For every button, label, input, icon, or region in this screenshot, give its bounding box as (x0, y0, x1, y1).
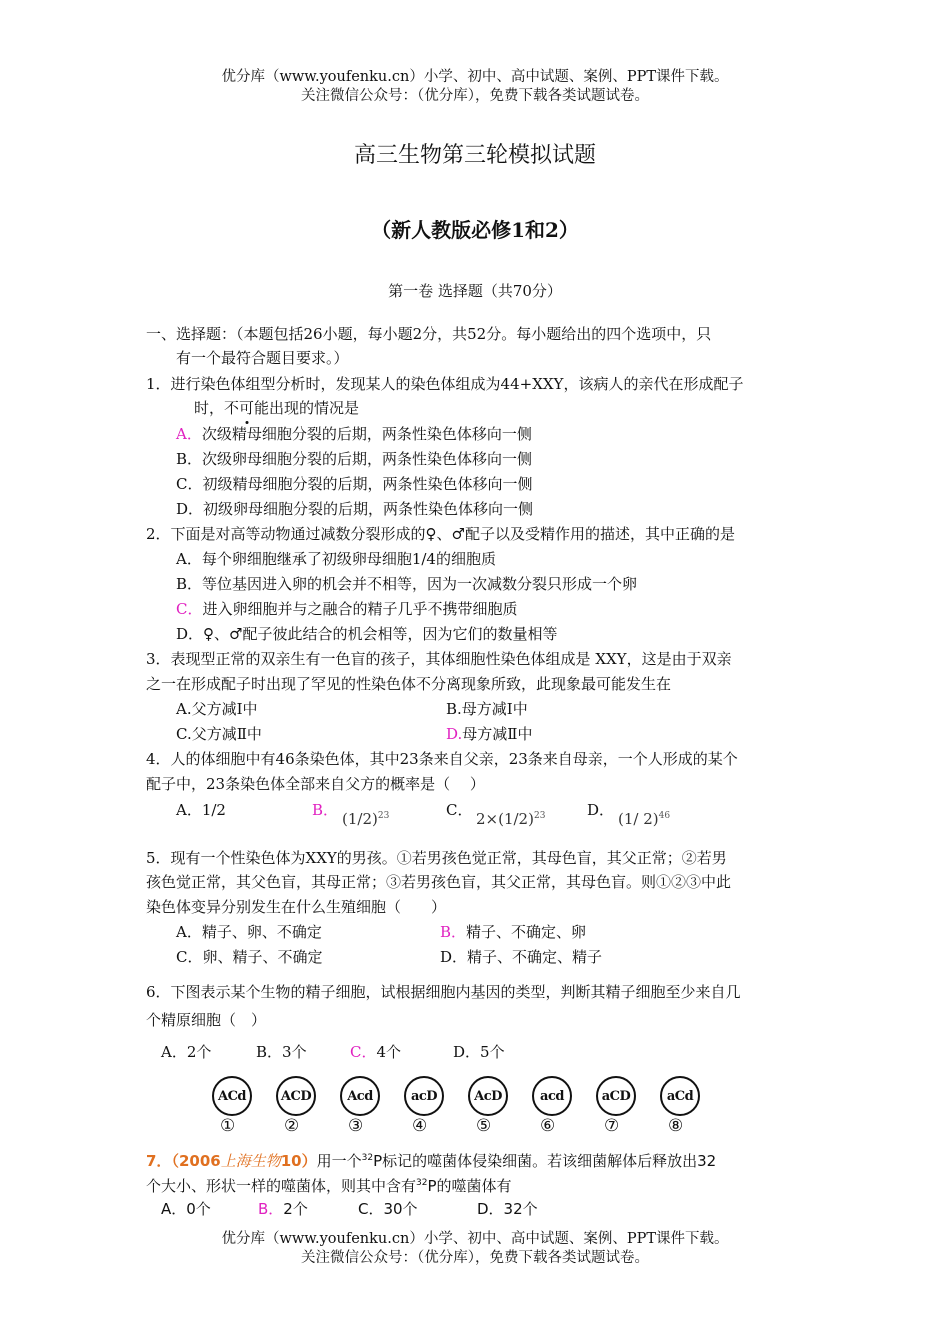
q3-stem-2: 之一在形成配子时出现了罕见的性染色体不分离现象所致，此现象最可能发生在 (146, 675, 672, 693)
q7-source-name: 上海生物 (220, 1152, 281, 1170)
q3-option-b: B.母方减Ⅰ中 (446, 700, 528, 718)
footer-line-2: 关注微信公众号：（优分库），免费下载各类试题试卷。 (301, 1250, 649, 1266)
q7-source-open: （ (171, 1152, 179, 1170)
q4-option-a: A．1/2 (176, 801, 226, 819)
footer-line-1: 优分库（www.youfenku.cn）小学、初中、高中试题、案例、PPT课件下载。 (221, 1231, 729, 1247)
q4-option-d-label: D． (587, 801, 615, 819)
q4-option-c-label: C． (446, 801, 473, 819)
q1-option-c: C．初级精母细胞分裂的后期，两条性染色体移向一侧 (176, 475, 533, 493)
sperm-cell-circle (468, 1076, 508, 1116)
q5-option-b-text: 精子、不确定、卵 (466, 923, 587, 941)
q3-option-c: C.父方减Ⅱ中 (176, 725, 262, 743)
sperm-cell-number: ① (220, 1116, 236, 1136)
q1-option-d: D．初级卵母细胞分裂的后期，两条性染色体移向一侧 (176, 500, 534, 518)
sperm-cell-2 (274, 1072, 318, 1140)
q4-option-b-expr: (1/2) (342, 810, 378, 828)
q4-option-b-exp: 23 (377, 811, 390, 821)
q4-option-b-label: B． (312, 801, 339, 819)
q1-stem-2 (194, 398, 359, 418)
section-instructions-2: 有一个最符合题目要求。） (176, 349, 349, 367)
q1-option-a-label: A． (176, 425, 202, 443)
q5-option-c: C．卵、精子、不确定 (176, 948, 323, 966)
q4-option-d-exp: 46 (658, 811, 671, 821)
q7-stem-1-b: P标记的噬菌体侵染细菌。若该细菌解体后释放出32 (373, 1152, 717, 1170)
sperm-cell-7 (594, 1072, 638, 1140)
q4-option-b-formula (342, 810, 389, 828)
sperm-cell-number: ⑦ (604, 1116, 620, 1136)
q5-stem-3: 染色体变异分别发生在什么生殖细胞（ ） (146, 898, 447, 916)
sperm-cell-circle (532, 1076, 572, 1116)
q6-option-c-label: C． (350, 1043, 377, 1061)
q6-option-c (350, 1042, 401, 1062)
q7-stem-1-a: 用一个 (316, 1152, 362, 1170)
q1-stem-1: 1．进行染色体组型分析时，发现某人的染色体组成为44+XXY，该病人的亲代在形成配子 (146, 375, 744, 393)
q1-option-b: B．次级卵母细胞分裂的后期，两条性染色体移向一侧 (176, 450, 533, 468)
q5-option-a: A．精子、卵、不确定 (176, 923, 322, 941)
q3-option-d-label: D. (446, 725, 463, 743)
sperm-cell-number: ③ (348, 1116, 364, 1136)
sperm-cell-genes: ACD (280, 1088, 312, 1104)
q7-option-c: C．30个 (358, 1200, 418, 1218)
q7-option-b-label: B． (258, 1200, 284, 1218)
q3-option-d (446, 724, 532, 744)
sperm-cell-genes: aCd (666, 1088, 694, 1104)
q4-option-c-formula (476, 810, 545, 828)
sperm-cell-1 (210, 1072, 254, 1140)
q7-option-d: D．32个 (477, 1200, 538, 1218)
q6-option-c-text: 4个 (376, 1043, 402, 1061)
q3-option-a: A.父方减Ⅰ中 (176, 700, 258, 718)
sperm-cell-circle (596, 1076, 636, 1116)
q1-emphasis: 不可能 (224, 399, 270, 417)
sperm-cell-genes: acD (410, 1088, 438, 1104)
q7-stem-2 (146, 1173, 512, 1196)
sperm-cell-number: ⑥ (540, 1116, 556, 1136)
q4-option-c-exp: 23 (533, 811, 546, 821)
sperm-cell-genes: aCD (601, 1088, 631, 1104)
q5-stem-1: 5．现有一个性染色体为XXY的男孩。①若男孩色觉正常，其母色盲，其父正常；②若男 (146, 849, 727, 867)
q3-stem-1: 3．表现型正常的双亲生有一色盲的孩子，其体细胞性染色体组成是 XXY，这是由于双亲 (146, 650, 732, 668)
sperm-cell-number: ② (284, 1116, 300, 1136)
sperm-cell-number: ⑧ (668, 1116, 684, 1136)
sperm-cell-number: ⑤ (476, 1116, 492, 1136)
sperm-cell-4 (402, 1072, 446, 1140)
q7-option-b (258, 1199, 308, 1219)
sperm-cell-3 (338, 1072, 382, 1140)
q6-option-b: B．3个 (256, 1043, 307, 1061)
q2-option-b: B．等位基因进入卵的机会并不相等，因为一次减数分裂只形成一个卵 (176, 575, 638, 593)
q7-sup-2: 32 (416, 1178, 428, 1188)
sperm-cell-genes: Acd (347, 1088, 373, 1104)
q7-stem-1 (146, 1148, 716, 1171)
q4-option-d-formula (618, 810, 670, 828)
section-instructions-1: 一、选择题：（本题包括26小题，每小题2分，共52分。每小题给出的四个选项中，只 (146, 325, 712, 343)
q6-stem-1: 6．下图表示某个生物的精子细胞，试根据细胞内基因的类型，判断其精子细胞至少来自几 (146, 983, 741, 1001)
q1-stem-2-post: 出现的情况是 (269, 399, 360, 417)
q1-stem-2-pre: 时， (194, 399, 225, 417)
q5-option-d: D．精子、不确定、精子 (440, 948, 603, 966)
q7-option-a: A．0个 (161, 1200, 211, 1218)
q7-sup-1: 32 (361, 1153, 374, 1163)
sperm-cell-6 (530, 1072, 574, 1140)
sperm-cell-circle (660, 1076, 700, 1116)
q7-source-close: ） (301, 1152, 317, 1170)
sperm-cell-genes: AcD (474, 1088, 502, 1104)
q5-option-b-label: B． (440, 923, 467, 941)
q7-source-year: 2006 (178, 1152, 221, 1170)
sperm-cell-8 (658, 1072, 702, 1140)
q2-option-c-label: C． (176, 600, 203, 618)
q4-stem-1: 4．人的体细胞中有46条染色体，其中23条来自父亲，23条来自母亲，一个人形成的某个 (146, 750, 738, 768)
q1-option-a (176, 424, 532, 444)
q6-option-a: A．2个 (161, 1043, 212, 1061)
q2-option-c (176, 599, 518, 619)
sperm-cell-number: ④ (412, 1116, 428, 1136)
header-line-2: 关注微信公众号：（优分库），免费下载各类试题试卷。 (301, 88, 649, 104)
sperm-cell-genes: acd (540, 1088, 564, 1104)
page-subtitle: （新人教版必修1和2） (371, 218, 579, 242)
q4-option-d-expr: (1/ 2) (618, 810, 659, 828)
part-title: 第一卷 选择题（共70分） (388, 282, 562, 300)
sperm-cell-5 (466, 1072, 510, 1140)
q2-option-d: D．♀、♂配子彼此结合的机会相等，因为它们的数量相等 (176, 625, 558, 643)
q3-option-d-text: 母方减Ⅱ中 (462, 725, 533, 743)
sperm-cell-circle (404, 1076, 444, 1116)
q7-source-num: 10 (280, 1152, 302, 1170)
q2-stem: 2．下面是对高等动物通过减数分裂形成的♀、♂配子以及受精作用的描述，其中正确的是 (146, 525, 735, 543)
q2-option-a: A．每个卵细胞继承了初级卵母细胞1/4的细胞质 (176, 550, 496, 568)
q1-option-a-text: 次级精母细胞分裂的后期，两条性染色体移向一侧 (201, 425, 532, 443)
sperm-cell-circle (340, 1076, 380, 1116)
q7-stem-2-b: P的噬菌体有 (427, 1177, 512, 1195)
sperm-cell-circle (276, 1076, 316, 1116)
q7-number: 7． (146, 1152, 172, 1170)
header-line-1: 优分库（www.youfenku.cn）小学、初中、高中试题、案例、PPT课件下载。 (221, 69, 729, 85)
q2-option-c-text: 进入卵细胞并与之融合的精子几乎不携带细胞质 (202, 600, 518, 618)
q5-stem-2: 孩色觉正常，其父色盲，其母正常；③若男孩色盲，其父正常，其母色盲。则①②③中此 (146, 873, 732, 891)
sperm-cell-genes: ACd (217, 1088, 247, 1104)
q7-stem-2-a: 个大小、形状一样的噬菌体，则其中含有 (146, 1177, 417, 1195)
q6-option-d: D．5个 (453, 1043, 505, 1061)
sperm-cell-circle (212, 1076, 252, 1116)
sperm-cells-figure (210, 1072, 710, 1142)
q5-option-b (440, 922, 586, 942)
q4-option-c-expr: 2×(1/2) (476, 810, 534, 828)
q7-option-b-text: 2个 (283, 1200, 308, 1218)
q6-stem-2: 个精原细胞（ ） (146, 1011, 267, 1029)
q4-stem-2: 配子中，23条染色体全部来自父方的概率是（ ） (146, 775, 485, 793)
page-title: 高三生物第三轮模拟试题 (353, 143, 596, 168)
